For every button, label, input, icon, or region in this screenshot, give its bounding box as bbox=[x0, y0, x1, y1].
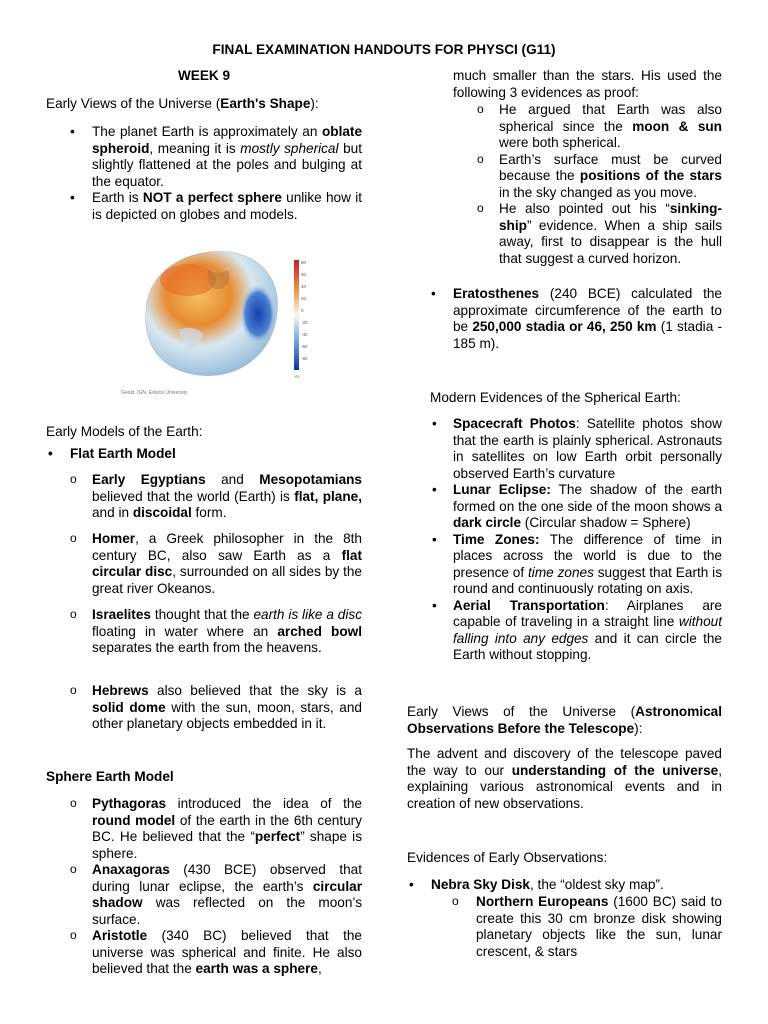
scale-label: 0 bbox=[301, 308, 304, 313]
list-item: o Israelites thought that the earth is like a disc floating in water where an arched bowl separates the earth from the heavens. bbox=[46, 607, 362, 657]
flat-model-items-3 bbox=[46, 607, 362, 657]
eratosthenes-list bbox=[407, 286, 722, 352]
scale-label: -40 bbox=[301, 332, 308, 337]
scale-label: m bbox=[295, 374, 299, 379]
list-item: o He argued that Earth was also spherical since the moon & sun were both spherical. bbox=[407, 102, 722, 152]
list-item: o He also pointed out his “sinking-ship” evidence. When a ship sails away, first to disappear is the hull that suggest a curved horizon. bbox=[407, 201, 722, 267]
scale-label: 80 bbox=[301, 260, 307, 265]
list-item: o Homer, a Greek philosopher in the 8th century BC, also saw Earth as a flat circular disc, surrounded on all sides by the great river Okeanos. bbox=[46, 531, 362, 597]
list-item: • Lunar Eclipse: The shadow of the earth formed on the one side of the moon shows a dark circle (Circular shadow = Sphere) bbox=[430, 482, 722, 532]
advent-paragraph: The advent and discovery of the telescope paved the way to our understanding of the universe, explaining various astronomical events and in creation of new observations. bbox=[407, 746, 722, 811]
list-item: • The planet Earth is approximately an oblate spheroid, meaning it is mostly spherical but slightly flattened at the poles and bulging at the equator. bbox=[46, 124, 362, 190]
modern-evidence-list bbox=[430, 416, 722, 664]
scale-label: -60 bbox=[301, 344, 308, 349]
list-item: o Earth’s surface must be curved because the positions of the stars in the sky changed as you move. bbox=[407, 152, 722, 202]
scale-label: 40 bbox=[301, 284, 307, 289]
geoid-image bbox=[118, 240, 318, 400]
nebra-sub-list bbox=[407, 894, 722, 960]
list-item: • Nebra Sky Disk, the “oldest sky map”. bbox=[407, 877, 722, 894]
sphere-model-items bbox=[46, 796, 362, 978]
heading-earth-shape: Early Views of the Universe (Earth's Shape): bbox=[46, 96, 319, 111]
scale-label: 20 bbox=[301, 296, 307, 301]
earth-shape-list bbox=[46, 124, 362, 223]
heading-early-models: Early Models of the Earth: bbox=[46, 424, 203, 439]
list-item: • Time Zones: The difference of time in places across the world is due to the presence of time zones suggest that Earth is round and continuously rotating on axis. bbox=[430, 532, 722, 598]
scale-label: -80 bbox=[301, 356, 308, 361]
heading-modern-evidence: Modern Evidences of the Spherical Earth: bbox=[430, 390, 681, 405]
list-item: o Pythagoras introduced the idea of the round model of the earth in the 6th century BC. He believed that the “perfect” shape is sphere. bbox=[46, 796, 362, 862]
scale-label: 60 bbox=[301, 272, 307, 277]
list-item: o Aristotle (340 BC) believed that the universe was spherical and finite. He also believed that the earth was a sphere, bbox=[46, 928, 362, 978]
week-label: WEEK 9 bbox=[177, 68, 231, 83]
flat-model-title: • Flat Earth Model bbox=[46, 446, 362, 463]
list-item: o Hebrews also believed that the sky is a solid dome with the sun, moon, stars, and other planetary objects embedded in it. bbox=[46, 683, 362, 733]
heading-astronomical: Early Views of the Universe (Astronomical Observations Before the Telescope): bbox=[407, 704, 722, 736]
list-item: o Northern Europeans (1600 BC) said to create this 30 cm bronze disk showing planetary objects like the sun, lunar crescent, & stars bbox=[407, 894, 722, 960]
aristotle-proofs bbox=[407, 102, 722, 267]
flat-model-items-4 bbox=[46, 683, 362, 733]
list-item: o Early Egyptians and Mesopotamians believed that the world (Earth) is flat, plane, and in discoidal form. bbox=[46, 472, 362, 522]
heading-early-observations: Evidences of Early Observations: bbox=[407, 850, 608, 865]
flat-model-items bbox=[46, 472, 362, 522]
list-item: • Aerial Transportation: Airplanes are capable of traveling in a straight line without falling into any edges and it can circle the Earth without stopping. bbox=[430, 598, 722, 664]
figure-caption: Geoid, IGN, Eötvös University bbox=[121, 390, 188, 396]
list-item: • Eratosthenes (240 BCE) calculated the approximate circumference of the earth to be 250,000 stadia or 46, 250 km (1 stadia - 185 m). bbox=[407, 286, 722, 352]
list-item: • Earth is NOT a perfect sphere unlike how it is depicted on globes and models. bbox=[46, 190, 362, 223]
page-title: FINAL EXAMINATION HANDOUTS FOR PHYSCI (G11) bbox=[212, 42, 556, 57]
flat-model-items-2 bbox=[46, 531, 362, 597]
nebra-list bbox=[407, 877, 722, 894]
flat-model-list bbox=[46, 446, 362, 463]
aristotle-continuation: much smaller than the stars. His used the following 3 evidences as proof: bbox=[453, 68, 722, 100]
list-item: • Spacecraft Photos: Satellite photos show that the earth is plainly spherical. Astronauts in satellites on low Earth orbit personally observed Earth’s curvature bbox=[430, 416, 722, 482]
geoid-figure bbox=[118, 240, 318, 400]
list-item: o Anaxagoras (430 BCE) observed that during lunar eclipse, the earth’s circular shadow was reflected on the moon’s surface. bbox=[46, 862, 362, 928]
sphere-model-title: Sphere Earth Model bbox=[46, 769, 174, 784]
scale-label: -20 bbox=[301, 320, 308, 325]
